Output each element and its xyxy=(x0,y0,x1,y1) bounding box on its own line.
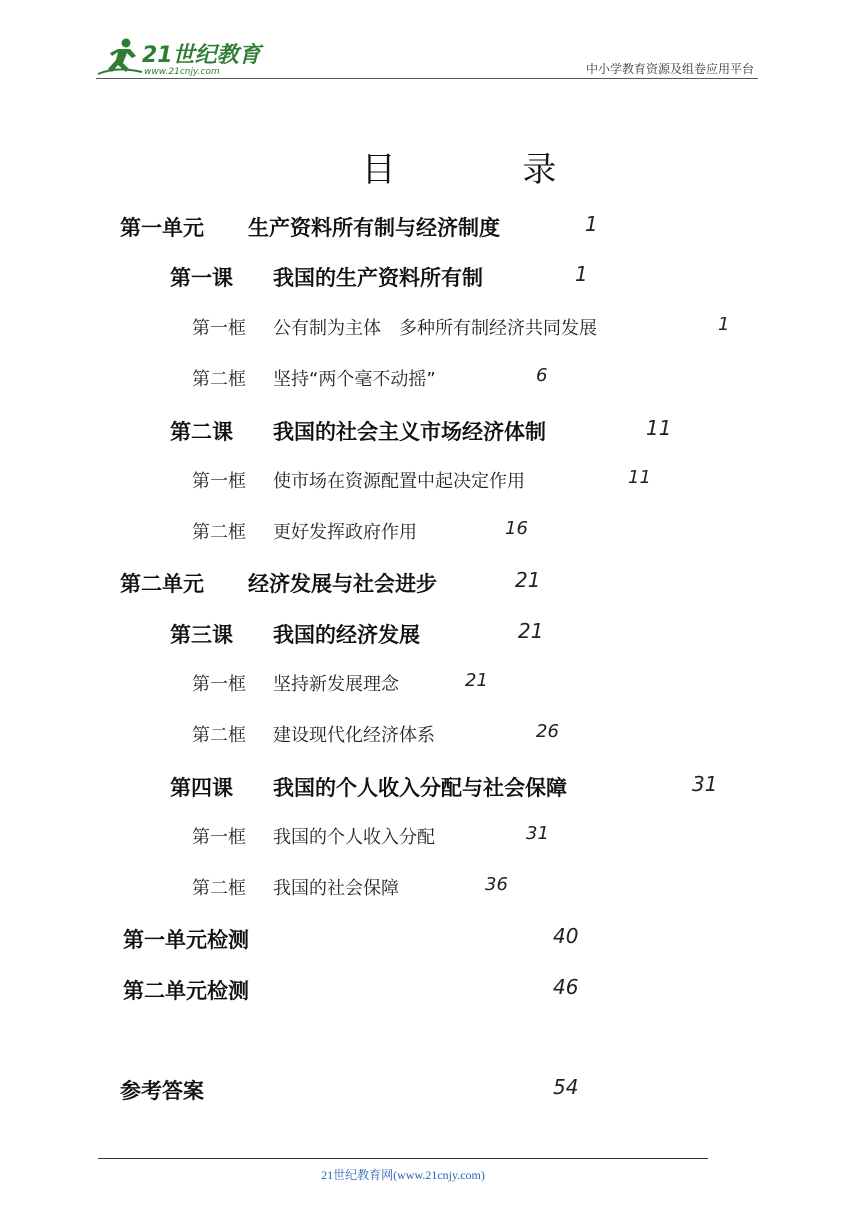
footer-link[interactable]: 21世纪教育网(www.21cnjy.com) xyxy=(321,1168,485,1182)
toc-entry-label: 第一单元检测 xyxy=(123,928,249,952)
toc-entry[interactable] xyxy=(0,518,860,546)
toc-entry[interactable] xyxy=(0,467,860,495)
toc-entry-label: 第二单元检测 xyxy=(123,979,249,1003)
toc-page-number: 11 xyxy=(628,467,651,488)
toc-entry-label: 第四课 xyxy=(170,776,233,800)
toc-page-number: 1 xyxy=(585,212,598,236)
toc-page-number: 21 xyxy=(518,619,544,643)
toc-entry-title: 我国的个人收入分配 xyxy=(273,827,435,848)
toc-page-number: 31 xyxy=(692,772,718,796)
toc-entry-title: 我国的社会保障 xyxy=(273,878,399,899)
toc-page-number: 1 xyxy=(575,262,588,286)
toc-entry[interactable] xyxy=(0,365,860,393)
toc-entry-label: 第二单元 xyxy=(120,572,204,596)
toc-entry-title: 生产资料所有制与经济制度 xyxy=(248,216,500,240)
toc-page-number: 36 xyxy=(485,874,508,895)
toc-entry[interactable] xyxy=(0,975,860,1003)
toc-entry-label: 第二框 xyxy=(192,725,246,746)
toc-entry-label: 第二框 xyxy=(192,522,246,543)
toc-entry-label: 第一框 xyxy=(192,827,246,848)
toc-entry[interactable] xyxy=(0,772,860,800)
toc-entry-label: 第一框 xyxy=(192,674,246,695)
toc-entry-title: 使市场在资源配置中起决定作用 xyxy=(273,471,525,492)
toc-page-number: 16 xyxy=(505,518,528,539)
toc-entry-title: 坚持新发展理念 xyxy=(273,674,399,695)
toc-entry-title: 我国的经济发展 xyxy=(273,623,420,647)
site-logo[interactable] xyxy=(96,36,266,78)
toc-entry-label: 第一单元 xyxy=(120,216,204,240)
toc-entry-title: 更好发挥政府作用 xyxy=(273,522,417,543)
toc-page-number: 21 xyxy=(515,568,541,592)
toc-page-number: 1 xyxy=(718,314,730,335)
toc-entry-title: 公有制为主体 多种所有制经济共同发展 xyxy=(273,318,597,339)
toc-entry[interactable] xyxy=(0,1075,860,1103)
toc-page-number: 6 xyxy=(536,365,548,386)
toc-page-number: 31 xyxy=(526,823,549,844)
logo-url: www.21cnjy.com xyxy=(144,67,220,77)
toc-entry-label: 第二框 xyxy=(192,369,246,390)
toc-entry[interactable] xyxy=(0,721,860,749)
toc-entry[interactable] xyxy=(0,212,860,240)
toc-entry[interactable] xyxy=(0,823,860,851)
toc-entry[interactable] xyxy=(0,262,860,290)
toc-entry-title: 我国的个人收入分配与社会保障 xyxy=(273,776,567,800)
toc-entry[interactable] xyxy=(0,416,860,444)
toc-entry-title: 建设现代化经济体系 xyxy=(273,725,435,746)
toc-page-number: 21 xyxy=(465,670,488,691)
toc-page-number: 54 xyxy=(553,1075,579,1099)
toc-entry-label: 第一课 xyxy=(170,266,233,290)
toc-entry-title: 我国的社会主义市场经济体制 xyxy=(273,420,546,444)
page-title: 目 录 xyxy=(361,150,615,190)
header-divider xyxy=(96,78,758,79)
toc-entry[interactable] xyxy=(0,670,860,698)
logo-text: 21世纪教育 xyxy=(142,43,261,68)
platform-caption: 中小学教育资源及组卷应用平台 xyxy=(585,62,754,76)
toc-entry-label: 第二课 xyxy=(170,420,233,444)
toc-entry-label: 第一框 xyxy=(192,318,246,339)
toc-entry-title: 我国的生产资料所有制 xyxy=(273,266,483,290)
toc-entry-title: 坚持“两个毫不动摇” xyxy=(273,369,436,390)
toc-entry[interactable] xyxy=(0,874,860,902)
toc-entry[interactable] xyxy=(0,924,860,952)
footer-divider xyxy=(98,1158,708,1159)
runner-icon xyxy=(98,39,142,75)
toc-entry-label: 第三课 xyxy=(170,623,233,647)
toc-page-number: 11 xyxy=(646,416,672,440)
toc-entry-label: 第二框 xyxy=(192,878,246,899)
toc-entry[interactable] xyxy=(0,314,860,342)
toc-page-number: 46 xyxy=(553,975,579,999)
toc-entry[interactable] xyxy=(0,568,860,596)
toc-page-number: 26 xyxy=(536,721,559,742)
toc-entry[interactable] xyxy=(0,619,860,647)
toc-entry-title: 经济发展与社会进步 xyxy=(248,572,437,596)
toc-entry-label: 第一框 xyxy=(192,471,246,492)
toc-entry-label: 参考答案 xyxy=(120,1079,204,1103)
toc-page-number: 40 xyxy=(553,924,579,948)
